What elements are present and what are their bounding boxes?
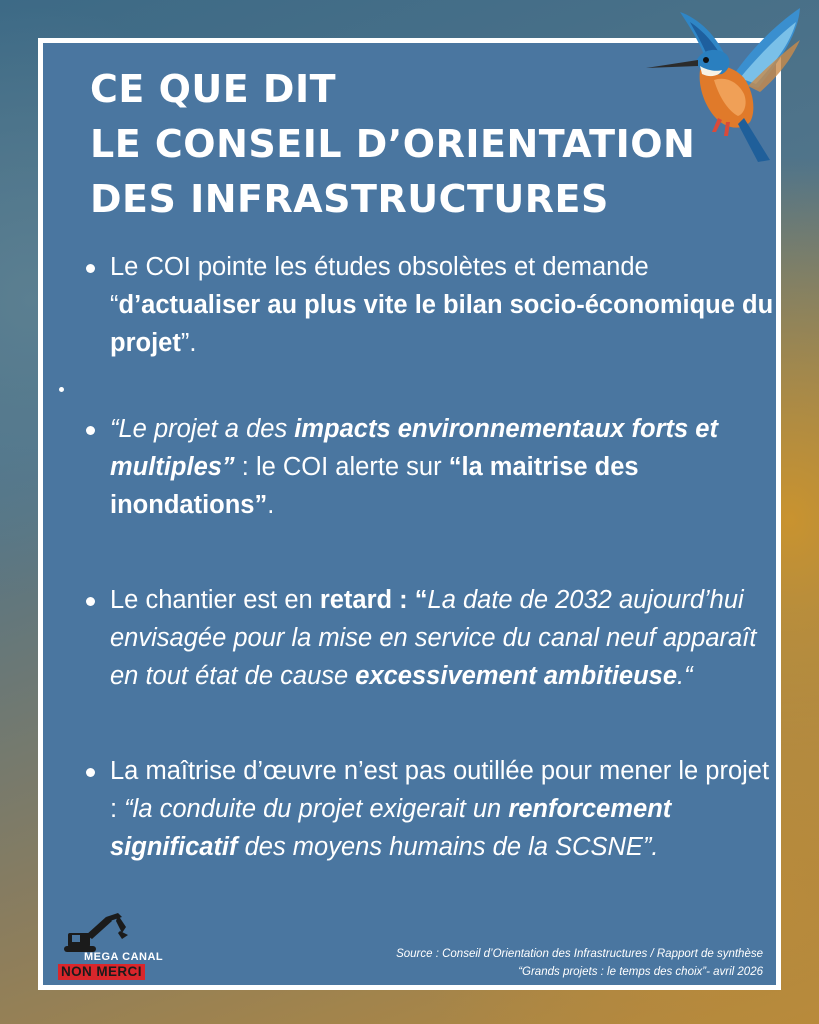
bullet-2-segment: impacts environnementaux forts et multiples” [110,415,718,481]
bullet-1-segment: Le COI pointe les études obsolètes et demande “ [110,253,649,319]
title-line-2: LE CONSEIL D’ORIENTATION [90,122,696,166]
bullet-3-segment: La date de 2032 aujourd’hui envisagée pour la mise en service du canal neuf apparaît en tout état de cause [110,586,757,690]
bullet-text-1 [110,248,775,362]
bullet-item-2 [85,410,775,524]
bullet-1-segment: d’actualiser au plus vite le bilan socio-économique du projet [110,291,774,357]
source-line-1: Source : Conseil d’Orientation des Infrastructures / Rapport de synthèse [396,948,763,960]
kingfisher-bird [640,0,810,170]
bullet-3-segment: .“ [677,662,693,690]
title-line-3: DES INFRASTRUCTURES [90,177,609,221]
bullet-text-2 [110,410,775,524]
info-panel [38,38,781,990]
bullet-list [85,248,775,866]
bullet-4-segment: renforcement significatif [110,795,672,861]
bullet-3-segment: excessivement ambitieuse [355,662,678,690]
logo-text-mega-canal: MEGA CANAL [84,951,164,963]
source-line-2: “Grands projets : le temps des choix”- avril 2026 [518,966,763,978]
bullet-1-segment: ”. [180,329,197,357]
excavator-icon [62,911,132,955]
bullet-item-4 [85,752,775,866]
bullet-3-segment: retard : “ [319,586,428,614]
stray-dot [59,387,64,392]
bullet-3-segment: Le chantier est en [110,586,320,614]
page-title [90,62,695,227]
bullet-4-segment: La maîtrise d’œuvre n’est pas outillée pour mener le projet : [110,757,770,823]
bullet-text-4 [110,752,775,866]
bullet-text-3 [110,581,775,695]
bullet-2-segment: “la maitrise des inondations” [110,453,639,519]
mega-canal-logo [58,911,178,983]
title-line-1: CE QUE DIT [90,67,337,111]
source-citation [303,945,763,981]
bullet-2-segment: . [267,491,275,519]
bullet-item-3 [85,581,775,695]
bullet-4-segment: “la conduite du projet exigerait un [124,795,509,823]
bullet-item-1 [85,248,775,362]
bullet-2-segment: “Le projet a des [110,415,295,443]
bullet-4-segment: des moyens humains de la SCSNE”. [237,833,659,861]
bullet-2-segment: : le COI alerte sur [234,453,449,481]
logo-text-non-merci: NON MERCI [58,964,145,980]
